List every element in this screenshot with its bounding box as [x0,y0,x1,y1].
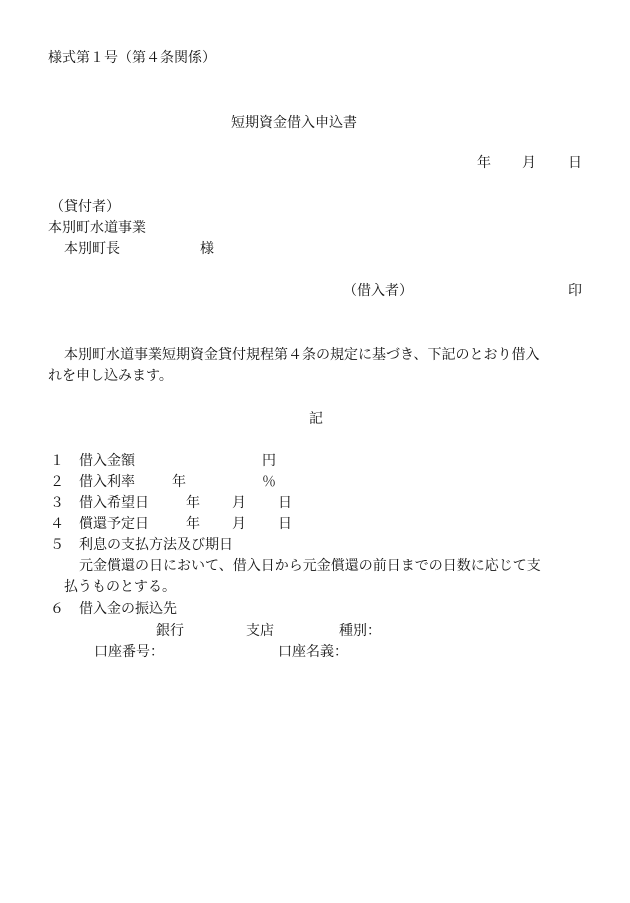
lender-heading: （貸付者） [50,199,120,215]
item-number: ６ [50,601,64,617]
item-number: ４ [50,516,64,532]
item-year: 年 [186,495,200,511]
page-title: 短期資金借入申込書 [231,115,357,131]
bank-label: 銀行 [156,623,184,639]
account-name-label: 口座名義： [278,644,348,660]
item-number: １ [50,453,64,469]
item-day: 日 [278,495,292,511]
item-year: 年 [172,474,186,490]
lender-official: 本別町長 [64,241,120,257]
form-number: 様式第１号（第４条関係） [48,50,216,66]
item-year: 年 [186,516,200,532]
item-unit: ％ [262,474,276,490]
ki-heading: 記 [309,411,323,427]
item-number: ３ [50,495,64,511]
lender-organization: 本別町水道事業 [48,220,146,236]
item-number: ２ [50,474,64,490]
item-label: 借入金の振込先 [79,601,177,617]
date-month: 月 [522,155,536,171]
item-description-line-1: 元金償還の日において、借入日から元金償還の前日までの日数に応じて支 [79,558,541,574]
account-type-label: 種別： [339,623,381,639]
borrower-label: （借入者） [343,283,413,299]
seal-mark: 印 [568,283,582,299]
date-day: 日 [568,155,582,171]
item-label: 償還予定日 [79,516,149,532]
item-label: 利息の支払方法及び期日 [79,537,233,553]
item-day: 日 [278,516,292,532]
item-label: 借入利率 [79,474,135,490]
item-label: 借入金額 [79,453,135,469]
item-description-line-2: 払うものとする。 [64,579,176,595]
date-year: 年 [477,155,491,171]
account-number-label: 口座番号： [94,644,164,660]
item-number: ５ [50,537,64,553]
body-line-2: れを申し込みます。 [48,368,173,384]
item-unit: 円 [262,453,276,469]
item-month: 月 [232,495,246,511]
body-line-1: 本別町水道事業短期資金貸付規程第４条の規定に基づき、下記のとおり借入 [64,347,540,363]
item-month: 月 [232,516,246,532]
item-label: 借入希望日 [79,495,149,511]
branch-label: 支店 [246,623,274,639]
lender-honorific: 様 [200,241,214,257]
